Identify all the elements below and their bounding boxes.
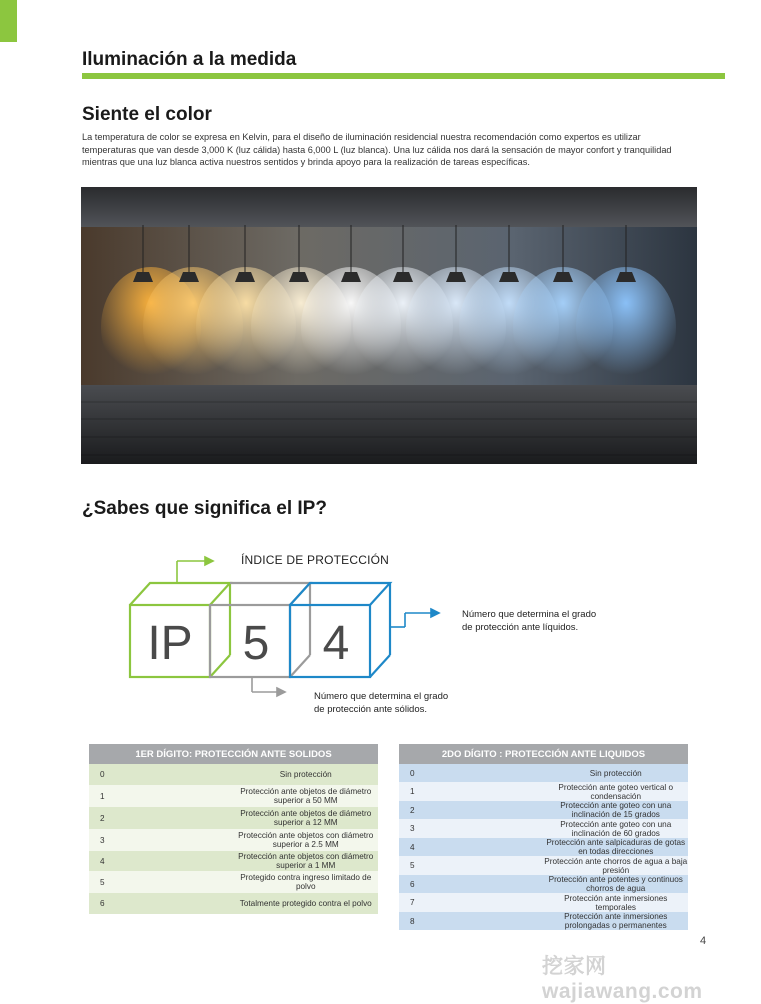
row-code: 6 [89, 893, 234, 914]
row-code: 8 [399, 912, 544, 930]
row-code: 0 [89, 764, 234, 785]
color-intro-paragraph: La temperatura de color se expresa en Kelvin, para el diseño de iluminación residencial nuestra recomendación como expertos es utilizar temperaturas que van desde 3,000 K (luz cálida) hasta 6,000 L (luz blanca). Una luz cálida nos dará la sensación de mayor confort y tranquilidad mientras que una luz blanca activa nuestros sentidos y brinda apoyo para la realización de tareas específicas. [82, 132, 672, 167]
table-row [399, 819, 688, 838]
row-code: 5 [399, 856, 544, 875]
ip-digit-solids: 5 [242, 617, 270, 670]
table-row [399, 875, 688, 893]
row-code: 2 [89, 807, 234, 829]
row-code: 7 [399, 893, 544, 912]
corner-accent-tab [0, 0, 17, 42]
row-text: Protección ante objetos de diámetro superior a 50 MM [234, 785, 379, 807]
row-text: Protección ante salpicaduras de gotas en todas direcciones [544, 838, 689, 856]
liquids-protection-table [399, 744, 688, 930]
row-code: 1 [89, 785, 234, 807]
note-solids [314, 690, 448, 716]
row-code: 0 [399, 764, 544, 782]
table-row [399, 838, 688, 856]
solids-table-header: 1ER DÍGITO: PROTECCIÓN ANTE SOLIDOS [89, 744, 378, 764]
row-text: Protección ante inmersiones prolongadas o permanentes [544, 912, 689, 930]
table-row [89, 893, 378, 914]
table-row [399, 782, 688, 801]
table-row [89, 829, 378, 851]
row-text: Sin protección [544, 764, 689, 782]
row-text: Protección ante objetos con diámetro superior a 1 MM [234, 851, 379, 871]
row-code: 6 [399, 875, 544, 893]
row-text: Protección ante inmersiones temporales [544, 893, 689, 912]
table-row [89, 871, 378, 893]
row-text: Protección ante objetos con diámetro superior a 2.5 MM [234, 829, 379, 851]
row-text: Sin protección [234, 764, 379, 785]
row-text: Protección ante objetos de diámetro superior a 12 MM [234, 807, 379, 829]
watermark-text: 挖家网 wajiawang.com [542, 955, 703, 1003]
page-number: 4 [700, 935, 707, 947]
row-text: Protección ante potentes y continuos chorros de agua [544, 875, 689, 893]
row-code: 1 [399, 782, 544, 801]
color-section-title: Siente el color [82, 104, 212, 125]
table-row [89, 764, 378, 785]
row-text: Totalmente protegido contra el polvo [234, 893, 379, 914]
row-code: 5 [89, 871, 234, 893]
row-text: Protección ante chorros de agua a baja presión [544, 856, 688, 875]
ip-boxes-diagram [120, 555, 450, 700]
table-row [399, 764, 688, 782]
row-code: 3 [89, 829, 234, 851]
ip-code-letters: IP [147, 617, 193, 670]
liquids-table-header: 2DO DÍGITO : PROTECCIÓN ANTE LIQUIDOS [399, 744, 688, 764]
note-liquids-line2: de protección ante líquidos. [462, 622, 579, 633]
table-row [399, 801, 688, 819]
table-row [399, 856, 688, 875]
row-text: Protección ante goteo con una inclinación de 15 grados [544, 801, 689, 819]
note-liquids-line1: Número que determina el grado [462, 609, 597, 620]
row-code: 4 [89, 851, 234, 871]
note-solids-line1: Número que determina el grado [314, 691, 449, 702]
table-row [89, 851, 378, 871]
table-row [399, 912, 688, 930]
page-header-title: Iluminación a la medida [82, 49, 297, 70]
row-text: Protección ante goteo con una inclinación de 60 grados [544, 819, 689, 838]
row-code: 3 [399, 819, 544, 838]
header-divider [82, 73, 725, 79]
solids-protection-table [89, 744, 378, 914]
row-code: 4 [399, 838, 544, 856]
row-code: 2 [399, 801, 544, 819]
row-text: Protección ante goteo vertical o condensación [544, 782, 689, 801]
note-liquids [462, 608, 596, 634]
table-row [89, 807, 378, 829]
table-row [89, 785, 378, 807]
ip-diagram-title: ÍNDICE DE PROTECCIÓN [241, 553, 390, 567]
color-temperature-photo [81, 187, 697, 464]
table-row [399, 893, 688, 912]
row-text: Protegido contra ingreso limitado de polvo [234, 871, 379, 893]
ip-section-title: ¿Sabes que significa el IP? [82, 498, 327, 519]
ip-digit-liquids: 4 [322, 617, 350, 670]
note-solids-line2: de protección ante sólidos. [314, 704, 428, 715]
